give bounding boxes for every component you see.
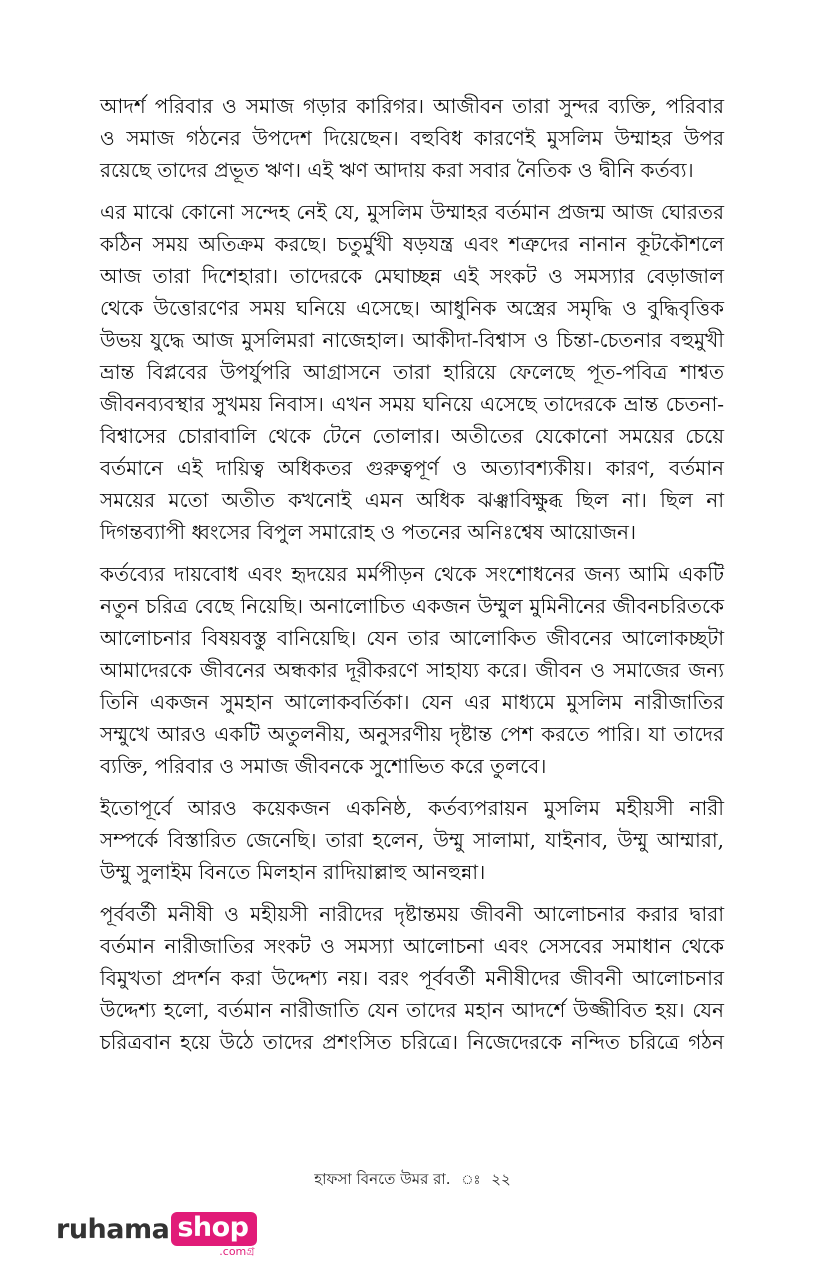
text-line: পূর্ববর্তী মনীষী ও মহীয়সী নারীদের দৃষ্টান্তময় জীবনী আলোচনার করার দ্বারা xyxy=(100,902,724,926)
text-line: কর্তব্যের দায়বোধ এবং হৃদয়ের মর্মপীড়ন থেকে সংশোধনের জন্য আমি একটি xyxy=(100,562,724,586)
logo-text-ruhama: ruhama xyxy=(56,1214,170,1245)
paragraph-5 xyxy=(100,898,724,1058)
paragraph-1 xyxy=(100,90,724,186)
text-line: ইতোপূর্বে আরও কয়েকজন একনিষ্ঠ, কর্তব্যপরায়ন মুসলিম মহীয়সী নারী xyxy=(100,796,724,820)
text-line: আলোচনার বিষয়বস্তু বানিয়েছি। যেন তার আলোকিত জীবনের আলোকচ্ছটা xyxy=(100,626,724,650)
logo-text-com: .comগ্র xyxy=(219,1245,255,1258)
text-line: উম্মু সুলাইম বিনতে মিলহান রাদিয়াল্লাহু আনহুন্না। xyxy=(100,860,486,884)
logo-text-shop: shop xyxy=(177,1212,249,1243)
paragraph-3 xyxy=(100,558,724,782)
text-line: এর মাঝে কোনো সন্দেহ নেই যে, মুসলিম উম্মাহর বর্তমান প্রজন্ম আজ ঘোরতর xyxy=(100,200,724,224)
text-line: রয়েছে তাদের প্রভূত ঋণ। এই ঋণ আদায় করা সবার নৈতিক ও দ্বীনি কর্তব্য। xyxy=(100,158,694,182)
footer-separator: ঃ xyxy=(461,1173,481,1188)
text-line: আজ তারা দিশেহারা। তাদেরকে মেঘাচ্ছন্ন এই সংকট ও সমস্যার বেড়াজাল xyxy=(100,264,724,288)
logo-shop-badge xyxy=(171,1212,256,1258)
ruhamashop-logo xyxy=(56,1212,257,1258)
text-line: ও সমাজ গঠনের উপদেশ দিয়েছেন। বহুবিধ কারণেই মুসলিম উম্মাহর উপর xyxy=(100,126,724,150)
paragraph-4 xyxy=(100,792,724,888)
text-line: আমাদেরকে জীবনের অন্ধকার দূরীকরণে সাহায্য করে। জীবন ও সমাজের জন্য xyxy=(100,658,724,682)
text-line: তিনি একজন সুমহান আলোকবর্তিকা। যেন এর মাধ্যমে মুসলিম নারীজাতির xyxy=(100,690,724,714)
text-line: বিমুখতা প্রদর্শন করা উদ্দেশ্য নয়। বরং পূর্ববর্তী মনীষীদের জীবনী আলোচনার xyxy=(100,966,724,990)
text-line: ভ্রান্ত বিপ্লবের উপর্যুপরি আগ্রাসনে তারা হারিয়ে ফেলেছে পূত-পবিত্র শাশ্বত xyxy=(100,360,724,384)
paragraph-2 xyxy=(100,196,724,548)
text-line: দিগন্তব্যাপী ধ্বংসের বিপুল সমারোহ ও পতনের অনিঃশ্বেষ আয়োজন। xyxy=(100,520,637,544)
text-line: সম্মুখে আরও একটি অতুলনীয়, অনুসরণীয় দৃষ্টান্ত পেশ করতে পারি। যা তাদের xyxy=(100,722,724,746)
page-number: ২২ xyxy=(491,1170,511,1188)
text-line: জীবনব্যবস্থার সুখময় নিবাস। এখন সময় ঘনিয়ে এসেছে তাদেরকে ভ্রান্ত চেতনা- xyxy=(100,392,724,416)
text-line: কঠিন সময় অতিক্রম করছে। চতুর্মুখী ষড়যন্ত্র এবং শত্রুদের নানান কূটকৌশলে xyxy=(100,232,724,256)
text-line: সম্পর্কে বিস্তারিত জেনেছি। তারা হলেন, উম্মু সালামা, যাইনাব, উম্মু আম্মারা, xyxy=(100,828,724,852)
text-line: নতুন চরিত্র বেছে নিয়েছি। অনালোচিত একজন উম্মুল মুমিনীনের জীবনচরিতকে xyxy=(100,594,724,618)
text-line: ব্যক্তি, পরিবার ও সমাজ জীবনকে সুশোভিত করে তুলবে। xyxy=(100,754,547,778)
text-line: বর্তমানে এই দায়িত্ব অধিকতর গুরুত্বপূর্ণ ও অত্যাবশ্যকীয়। কারণ, বর্তমান xyxy=(100,456,724,480)
text-line: বিশ্বাসের চোরাবালি থেকে টেনে তোলার। অতীতের যেকোনো সময়ের চেয়ে xyxy=(100,424,724,448)
text-line: চরিত্রবান হয়ে উঠে তাদের প্রশংসিত চরিত্রে। নিজেদেরকে নন্দিত চরিত্রে গঠন xyxy=(100,1030,724,1054)
text-line: উদ্দেশ্য হলো, বর্তমান নারীজাতি যেন তাদের মহান আদর্শে উজ্জীবিত হয়। যেন xyxy=(100,998,724,1022)
page-body xyxy=(100,90,724,1068)
text-line: উভয় যুদ্ধে আজ মুসলিমরা নাজেহাল। আকীদা-বিশ্বাস ও চিন্তা-চেতনার বহুমুখী xyxy=(100,328,724,352)
text-line: থেকে উত্তোরণের সময় ঘনিয়ে এসেছে। আধুনিক অস্ত্রের সমৃদ্ধি ও বুদ্ধিবৃত্তিক xyxy=(100,296,724,320)
running-title: হাফসা বিনতে উমর রা. xyxy=(314,1170,451,1188)
text-line: বর্তমান নারীজাতির সংকট ও সমস্যা আলোচনা এবং সেসবের সমাধান থেকে xyxy=(100,934,724,958)
page-footer xyxy=(0,1168,825,1193)
text-line: সময়ের মতো অতীত কখনোই এমন অধিক ঝঞ্ঝাবিক্ষুব্ধ ছিল না। ছিল না xyxy=(100,488,724,512)
text-line: আদর্শ পরিবার ও সমাজ গড়ার কারিগর। আজীবন তারা সুন্দর ব্যক্তি, পরিবার xyxy=(100,94,724,118)
